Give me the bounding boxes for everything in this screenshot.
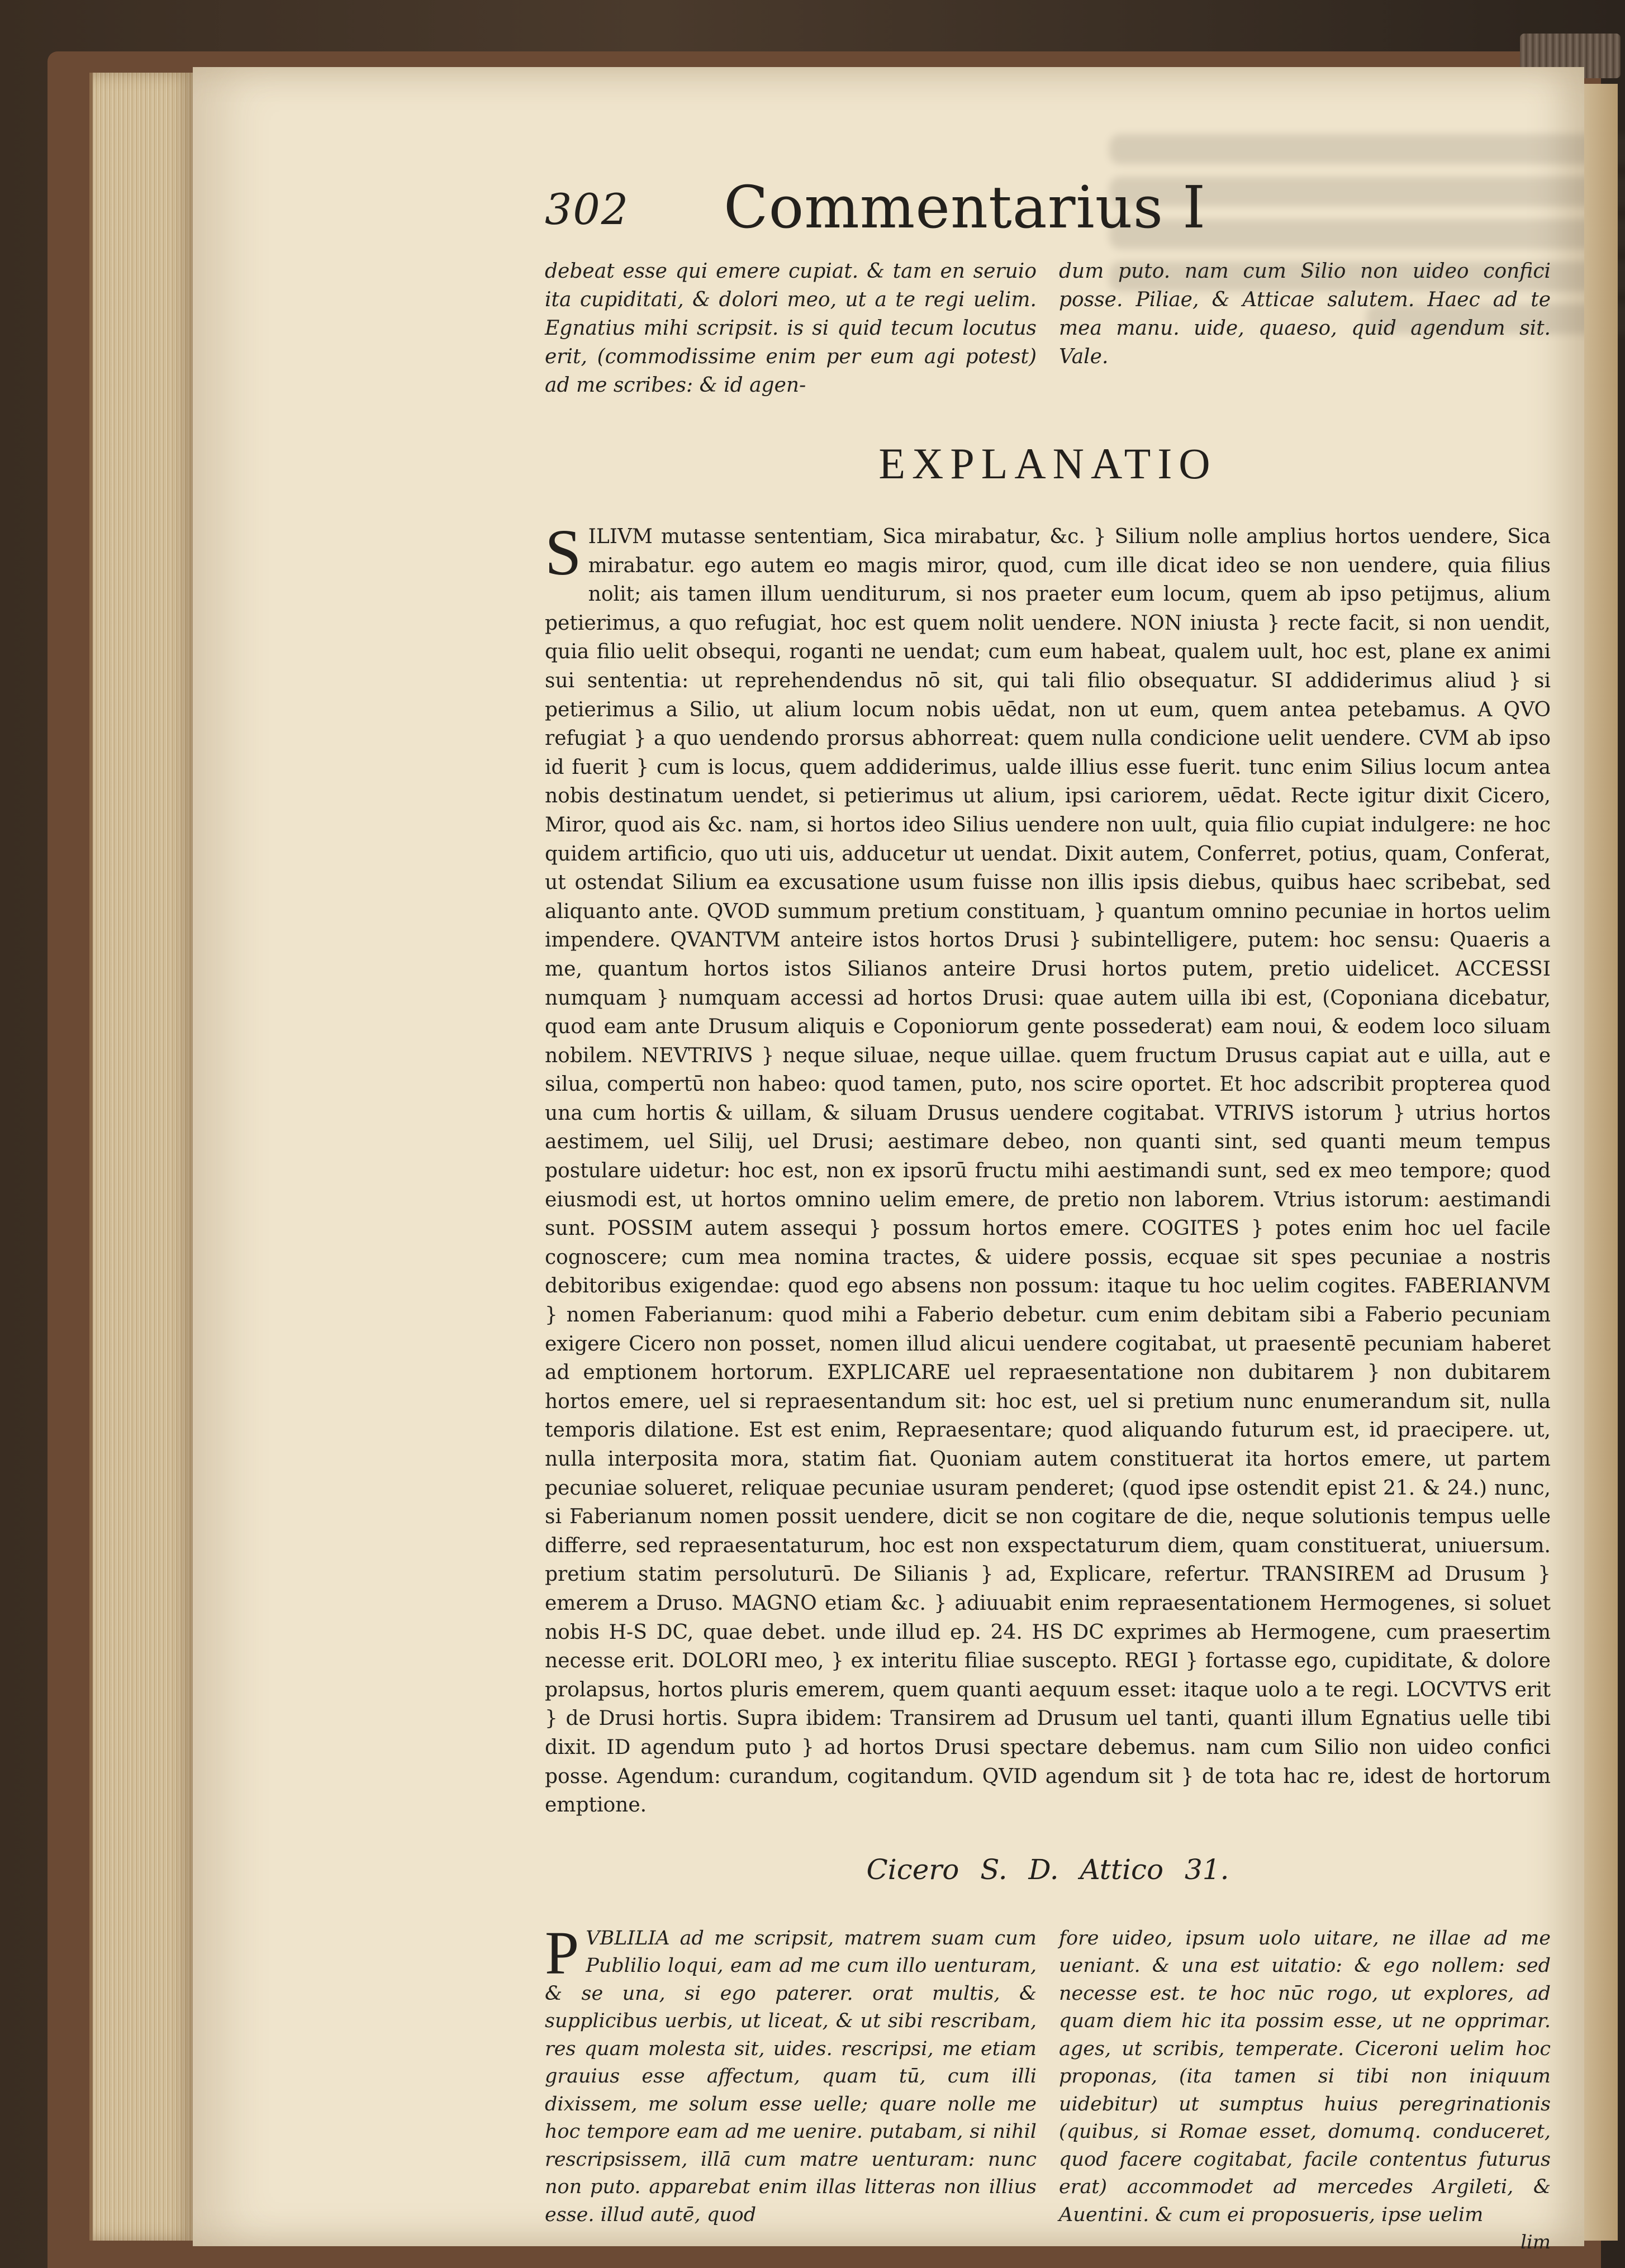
page-text-block bbox=[545, 173, 1551, 2257]
next-letter-left-text: VBLILIA ad me scripsit, matrem suam cum Publilio loqui, eam ad me cum illo uenturam, & se una, si ego paterer. orat multis, & supplicibus uerbis, ut liceat, & ut sibi rescribam, res quam molesta sit, uides. rescripsi, me etiam grauius esse affectum, quam tū, cum illi dixissem, me solum esse uelle; quare nolle me hoc tempore eam ad me uenire. putabam, si nihil rescripsissem, illā cum matre uenturam: nunc non puto. apparebat enim illas litteras non illius esse. illud autē, quod bbox=[545, 1927, 1037, 2226]
letter-salutation: Cicero S. D. Attico 31. bbox=[866, 1853, 1229, 1886]
running-title: Commentarius I bbox=[724, 173, 1206, 241]
letter-ending-right-text: dum puto. nam cum Silio non uideo confici posse. Piliae, & Atticae salutem. Haec ad te mea manu. uide, quaeso, quid agendum sit. Vale. bbox=[1059, 260, 1551, 368]
catchword: lim bbox=[1521, 2231, 1551, 2254]
explanatio-text: ILIVM mutasse sententiam, Sica mirabatur, &c. } Silium nolle amplius hortos uendere, Sica mirabatur. ego autem eo magis miror, quod, cum ille dicat ideo se non uendere, quia filius nolit; ais tamen illum uenditurum, si nos praeter eum locum, quem ab ipso petijmus, alium petierimus, a quo refugiat, hoc est quem nolit uendere. NON iniusta } recte facit, si non uendit, quia filio uelit obsequi, roganti ne uendat; cum eum habeat, qualem uult, hoc est, plane ex animi sui sententia: ut reprehendendus nō sit, qui tali filio obsequatur. SI addiderimus aliud } si petierimus a Silio, ut alium locum nobis uēdat, non ut eum, quem antea petebamus. A QVO refugiat } a quo uendendo prorsus abhorreat: quem nulla condicione uelit uendere. CVM ab ipso id fuerit } cum is locus, quem addiderimus, ualde illius esse fuerit. tunc enim Silius locum antea nobis destinatum uendet, si petierimus ut alium, ipsi cariorem, uēdat. Recte igitur dixit Cicero, Miror, quod ais &c. nam, si hortos ideo Silius uendere non uult, quia filio cupiat indulgere: ne hoc quidem artificio, quo uti uis, adducetur ut uendat. Dixit autem, Conferret, potius, quam, Conferat, ut ostendat Silium ea excusatione usum fuisse non illis ipsis diebus, quibus haec scribebat, sed aliquanto ante. QVOD summum pretium constituam, } quantum omnino pecuniae in hortos uelim impendere. QVANTVM anteire istos hortos Drusi } subintelligere, putem: hoc sensu: Quaeris a me, quantum hortos istos Silianos anteire Drusi hortos putem, pretio uidelicet. ACCESSI numquam } numquam accessi ad hortos Drusi: quae autem uilla ibi est, (Coponiana dicebatur, quod eam ante Drusum aliquis e Coponiorum gente possederat) eam noui, & eodem loco siluam nobilem. NEVTRIVS } neque siluae, neque uillae. quem fructum Drusus capiat aut e uilla, aut e silua, compertū non habeo: quod tamen, puto, nos scire oportet. Et hoc adscribit propterea quod una cum hortis & uillam, & siluam Drusus uendere cogitabat. VTRIVS istorum } utrius hortos aestimem, uel Silij, uel Drusi; aestimare debeo, non quanti sint, sed quanti meum tempus postulare uidetur: hoc est, non ex ipsorū fructu mihi aestimandi sunt, sed ex meo tempore; quod eiusmodi est, ut hortos omnino uelim emere, de pretio non laborem. Vtrius istorum: aestimandi sunt. POSSIM autem assequi } possum hortos emere. COGITES } potes enim hoc uel facile cognoscere; cum mea nomina tractes, & uidere possis, ecquae sit spes pecuniae a nostris debitoribus exigendae: quod ego absens non possum: itaque tu hoc uelim cogites. FABERIANVM } nomen Faberianum: quod mihi a Faberio debetur. cum enim debitam sibi a Faberio pecuniam exigere Cicero non posset, nomen illud alicui uendere cogitabat, ut praesentē pecuniam haberet ad emptionem hortorum. EXPLICARE uel repraesentatione non dubitarem } non dubitarem hortos emere, uel si repraesentandum sit: hoc est, uel si pretium nunc enumerandum sit, nulla temporis dilatione. Est est enim, Repraesentare; quod aliquando futurum est, id praecipere. ut, nulla interposita mora, statim fiat. Quoniam autem constituerat ita hortos emere, ut partem pecuniae solueret, reliquae pecuniae usuram penderet; (quod ipse ostendit epist 21. & 24.) nunc, si Faberianum nomen possit uendere, dicit se non cogitare de die, neque solutionis tempus uelle differre, sed repraesentaturum, hoc est non exspectaturum diem, quam constituerat, uniuersum. pretium statim persoluturū. De Silianis } ad, Explicare, refertur. TRANSIREM ad Drusum } emerem a Druso. MAGNO etiam &c. } adiuuabit enim repraesentationem Hermogenes, si soluet nobis H-S DC, quae debet. unde illud ep. 24. HS DC exprimes ab Hermogene, cum praesertim necesse erit. DOLORI meo, } ex interitu filiae suscepto. REGI } fortasse ego, cupiditate, & dolore prolapsus, hortos pluris emerem, quem quanti aequum esset: itaque uolo a te regi. LOCVTVS erit } de Drusi hortis. Supra ibidem: Transirem ad Drusum uel tanti, quanti illum Egnatius uelle tibi dixit. ID agendum puto } ad hortos Drusi spectare debemus. nam cum Silio non uideo confici posse. Agendum: curandum, cogitandum. QVID agendum sit } de tota hac re, idest de hortorum emptione. bbox=[545, 525, 1551, 1817]
next-letter-left-column bbox=[545, 1918, 1037, 2257]
next-letter-dropcap: P bbox=[545, 1918, 579, 1987]
page-edges bbox=[89, 73, 196, 2241]
running-head bbox=[545, 173, 1551, 257]
next-page-edge bbox=[1584, 84, 1618, 2241]
explanatio-commentary bbox=[545, 516, 1551, 1820]
letter-ending bbox=[545, 257, 1551, 400]
explanatio-heading: EXPLANATIO bbox=[878, 439, 1217, 488]
letter-ending-right-column bbox=[1059, 257, 1551, 400]
letter-ending-left-column bbox=[545, 257, 1037, 400]
letter-ending-left-text: debeat esse qui emere cupiat. & tam en seruio ita cupiditati, & dolori meo, ut a te regi uelim. Egnatius mihi scripsit. is si quid tecum locutus erit, (commodissime enim per eum agi potest) ad me scribes: & id agen- bbox=[545, 260, 1037, 397]
page-number: 302 bbox=[545, 184, 630, 234]
next-letter-right-column bbox=[1059, 1925, 1551, 2257]
next-letter-right-text: fore uideo, ipsum uolo uitare, ne illae ad me ueniant. & una est uitatio: & ego nollem: sed necesse est. te hoc nūc rogo, ut explores, ad quam diem hic ita possim esse, ut ne opprimar. ages, ut scribis, temperate. Ciceroni uelim hoc proponas, (ita tamen si tibi non iniquum uidebitur) ut sumptus huius peregrinationis (quibus, si Romae esset, domumq. conduceret, quod facere cogitabat, facile contentus futurus erat) accommodet ad mercedes Argileti, & Auentini. & cum ei proposueris, ipse uelim bbox=[1059, 1927, 1551, 2226]
explanatio-dropcap: S bbox=[545, 516, 582, 589]
next-letter bbox=[545, 1918, 1551, 2257]
